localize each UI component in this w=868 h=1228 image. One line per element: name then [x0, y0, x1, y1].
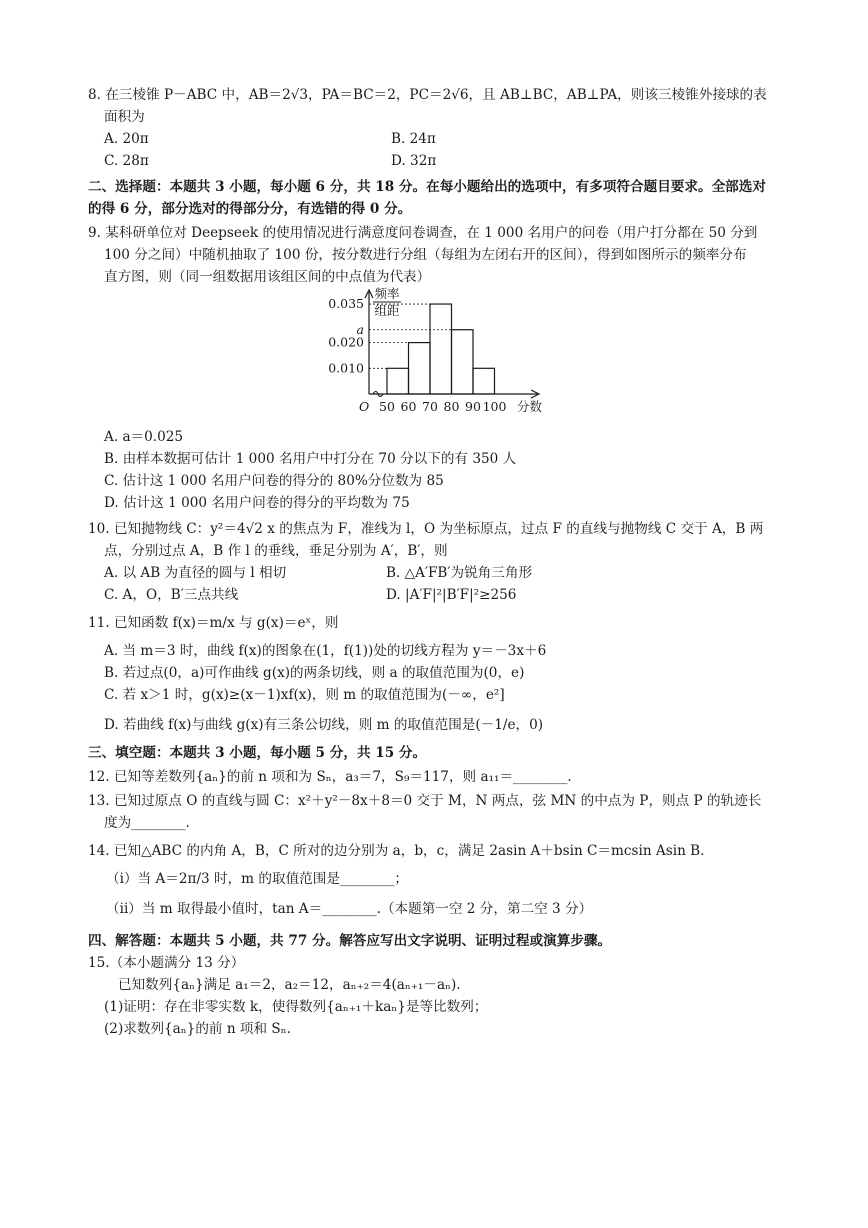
x-tick-label: 90	[465, 399, 481, 414]
y-tick-label: 0.020	[328, 334, 364, 350]
q10-stem-line1: 10. 已知抛物线 C：y²＝4√2 x 的焦点为 F，准线为 l，O 为坐标原点，过点 F 的直线与抛物线 C 交于 A，B 两	[88, 521, 764, 537]
q9-option-a: A. a＝0.025	[104, 429, 184, 445]
frequency-histogram	[325, 286, 555, 424]
histogram-bar	[473, 368, 495, 394]
section2-heading-cont: 的得 6 分，部分选对的得部分分，有选错的得 0 分。	[88, 201, 412, 217]
q10-option-b: B. △A′FB′为锐角三角形	[386, 565, 533, 581]
y-axis-label-denominator: 组距	[374, 303, 400, 318]
q14-stem: 14. 已知△ABC 的内角 A，B，C 所对的边分别为 a，b，c，满足 2asin A＋bsin C＝mcsin Asin B.	[88, 843, 705, 859]
q10-option-d: D. |A′F|²|B′F|²≥256	[386, 587, 517, 603]
x-tick-label: 80	[443, 399, 460, 414]
y-tick-label: a	[356, 321, 364, 337]
q9-option-b: B. 由样本数据可估计 1 000 名用户中打分在 70 分以下的有 350 人	[104, 451, 517, 467]
histogram-labels	[328, 286, 542, 414]
q9-stem-line2: 100 分之间）中随机抽取了 100 份，按分数进行分组（每组为左闭右开的区间），得到如图所示的频率分布	[104, 247, 747, 263]
q10-option-c: C. A，O，B′三点共线	[104, 587, 239, 603]
histogram-bar	[387, 368, 409, 394]
section3-heading: 三、填空题：本题共 3 小题，每小题 5 分，共 15 分。	[88, 745, 427, 761]
q14-part-ii: （ⅱ）当 m 取得最小值时，tan A＝________.（本题第一空 2 分，第二空 3 分）	[106, 901, 593, 917]
q10-stem-line2: 点，分别过点 A，B 作 l 的垂线，垂足分别为 A′，B′，则	[104, 543, 448, 559]
x-axis-label: 分数	[517, 399, 543, 414]
q11-option-a: A. 当 m＝3 时，曲线 f(x)的图象在(1，f(1))处的切线方程为 y＝－3x＋6	[104, 643, 547, 659]
q11-option-b: B. 若过点(0，a)可作曲线 g(x)的两条切线，则 a 的取值范围为(0，e)	[104, 665, 525, 681]
q9-option-c: C. 估计这 1 000 名用户问卷的得分的 80%分位数为 85	[104, 473, 444, 489]
y-tick-label: 0.010	[328, 360, 364, 376]
origin-label: O	[359, 399, 370, 414]
q8-stem-line2: 面积为	[104, 109, 145, 125]
x-tick-label: 70	[422, 399, 438, 414]
y-tick-label: 0.035	[328, 296, 364, 312]
q11-stem: 11. 已知函数 f(x)＝m/x 与 g(x)＝eˣ，则	[88, 615, 339, 631]
q15-title: 15.（本小题满分 13 分）	[88, 955, 245, 971]
q15-part-2: (2)求数列{aₙ}的前 n 项和 Sₙ.	[104, 1021, 291, 1037]
q15-part-1: (1)证明：存在非零实数 k，使得数列{aₙ₊₁＋kaₙ}是等比数列；	[104, 999, 488, 1015]
q8-option-c: C. 28π	[104, 153, 149, 169]
q13-stem-line1: 13. 已知过原点 O 的直线与圆 C：x²＋y²－8x＋8＝0 交于 M，N 两点，弦 MN 的中点为 P，则点 P 的轨迹长	[88, 793, 762, 809]
x-tick-label: 50	[379, 399, 395, 414]
x-tick-label: 60	[400, 399, 417, 414]
section2-heading: 二、选择题：本题共 3 小题，每小题 6 分，共 18 分。在每小题给出的选项中，有多项符合题目要求。全部选对	[88, 179, 766, 195]
q8-option-b: B. 24π	[391, 131, 436, 147]
histogram-bar	[452, 330, 474, 394]
q11-option-c: C. 若 x＞1 时，g(x)≥(x－1)xf(x)，则 m 的取值范围为(－∞，e²]	[104, 687, 505, 703]
q9-stem-line3: 直方图，则（同一组数据用该组区间的中点值为代表）	[104, 269, 431, 285]
q9-stem-line1: 9. 某科研单位对 Deepseek 的使用情况进行满意度问卷调查，在 1 000 名用户的问卷（用户打分都在 50 分到	[88, 225, 758, 241]
y-axis-label-numerator: 频率	[374, 286, 400, 301]
histogram-bar	[430, 304, 452, 394]
q14-part-i: （ⅰ）当 A＝2π/3 时，m 的取值范围是________；	[106, 871, 408, 887]
q8-option-d: D. 32π	[391, 153, 437, 169]
section4-heading: 四、解答题：本题共 5 小题，共 77 分。解答应写出文字说明、证明过程或演算步骤。	[88, 933, 612, 949]
x-tick-label: 100	[482, 399, 507, 414]
histogram-bars	[387, 304, 495, 394]
q15-stem: 已知数列{aₙ}满足 a₁＝2，a₂＝12，aₙ₊₂＝4(aₙ₊₁－aₙ).	[118, 977, 461, 993]
q8-stem-line1: 8. 在三棱锥 P－ABC 中，AB＝2√3，PA＝BC＝2，PC＝2√6，且 AB⊥BC，AB⊥PA，则该三棱锥外接球的表	[88, 87, 767, 103]
q10-option-a: A. 以 AB 为直径的圆与 l 相切	[104, 565, 287, 581]
q12-stem: 12. 已知等差数列{aₙ}的前 n 项和为 Sₙ，a₃＝7，S₉＝117，则 a₁₁＝________.	[88, 769, 572, 785]
q11-option-d: D. 若曲线 f(x)与曲线 g(x)有三条公切线，则 m 的取值范围是(－1/e，0)	[104, 717, 544, 733]
q9-option-d: D. 估计这 1 000 名用户问卷的得分的平均数为 75	[104, 495, 410, 511]
histogram-bar	[409, 343, 431, 394]
q8-option-a: A. 20π	[104, 131, 149, 147]
q13-stem-line2: 度为________.	[104, 815, 190, 831]
